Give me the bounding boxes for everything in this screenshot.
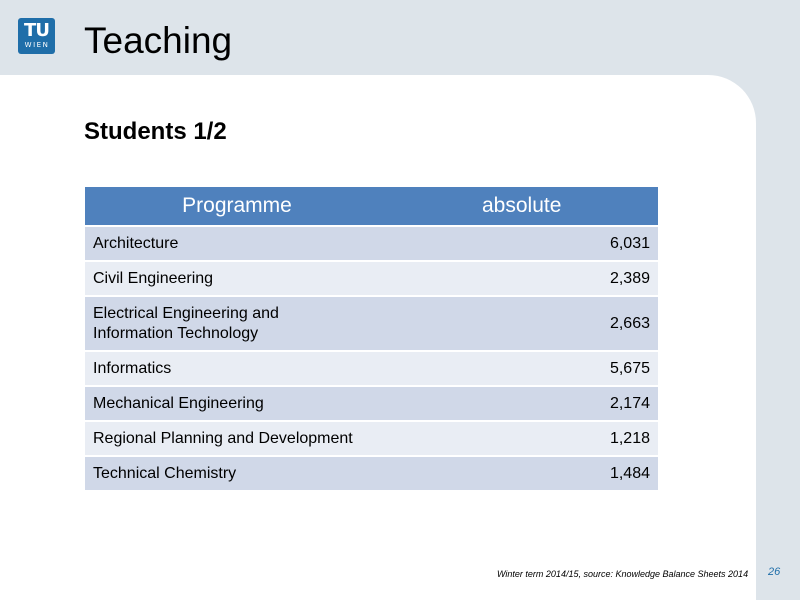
absolute-cell: 2,663 [389,296,658,351]
absolute-cell: 2,174 [389,386,658,421]
absolute-cell: 5,675 [389,351,658,386]
table-row [85,351,658,386]
programme-cell-line2: Information Technology [93,324,259,342]
source-footnote: Winter term 2014/15, source: Knowledge Balance Sheets 2014 [497,569,749,579]
absolute-cell: 1,218 [389,421,658,456]
programme-cell: Regional Planning and Development [85,421,389,456]
column-header-programme: Programme [85,187,389,226]
students-table [85,187,658,490]
absolute-cell: 2,389 [389,261,658,296]
table-row [85,456,658,490]
programme-cell: Technical Chemistry [85,456,389,490]
table-row [85,421,658,456]
programme-cell [85,296,389,351]
logo-text-wien: WIEN [24,41,50,49]
absolute-cell: 1,484 [389,456,658,490]
section-title: Students 1/2 [84,118,227,145]
page-number: 26 [768,566,781,578]
column-header-absolute: absolute [389,187,658,226]
table-row [85,261,658,296]
absolute-cell: 6,031 [389,226,658,261]
page-title: Teaching [84,20,233,61]
logo-text-tu: TU [24,20,49,41]
programme-cell: Architecture [85,226,389,261]
programme-cell-line1: Electrical Engineering and [93,304,279,322]
tu-wien-logo [18,18,55,54]
table-row [85,386,658,421]
programme-cell: Informatics [85,351,389,386]
table-row [85,296,658,351]
programme-cell: Civil Engineering [85,261,389,296]
programme-cell: Mechanical Engineering [85,386,389,421]
table-row [85,226,658,261]
table-header-row [85,187,658,226]
